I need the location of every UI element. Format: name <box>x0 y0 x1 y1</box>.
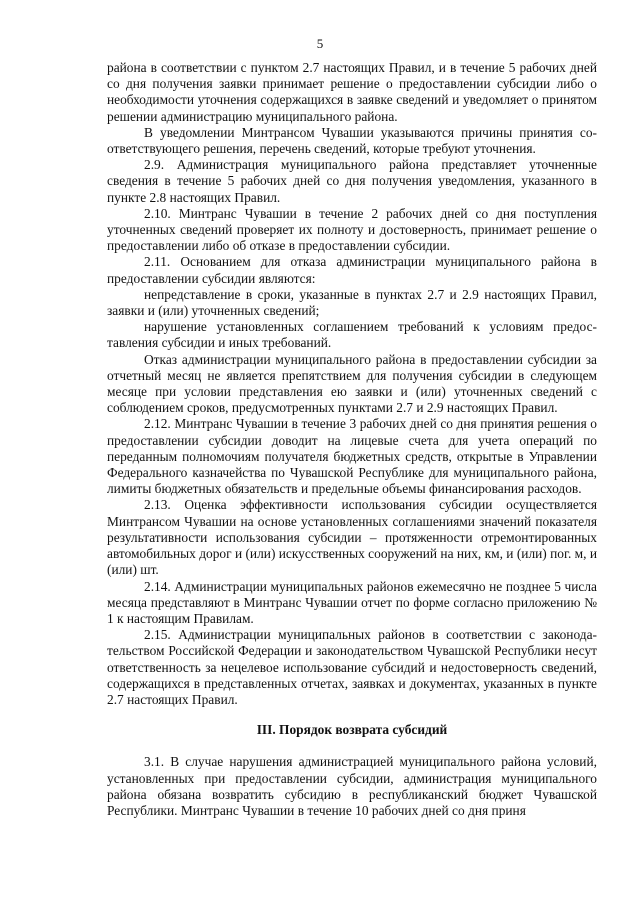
page-number: 5 <box>316 36 324 51</box>
paragraph-continuation: района в соответствии с пунктом 2.7 настоящих Правил, и в течение 5 рабочих дней со дня получения заявки принимает решение о предоставлении субсидии либо о необходимости уточнения содержащихся в заявке сведений и уведомляет о принятом решении администрацию муниципального района. <box>107 60 597 124</box>
paragraph-2-12: 2.12. Минтранс Чувашии в течение 3 рабочих дней со дня принятия решения о предоставлении субсидии доводит на лицевые счета для учета операций по переданным полномочиям получателя бюджетных средств, открытые в Управлении Федерального казначейства по Чувашской Республике для муниципального района, лимиты бюджетных обязательств и предельные объемы финансирования расходов. <box>107 416 597 497</box>
paragraph-2-10: 2.10. Минтранс Чувашии в течение 2 рабочих дней со дня поступления уточненных сведений проверяет их полноту и достоверность, принимает решение о предоставлении либо об отказе в предоставлении субсидии. <box>107 205 597 254</box>
paragraph-notification-reasons: В уведомлении Минтрансом Чувашии указываются причины принятия соответствующего решения, перечень сведений, которые требуют уточнения. <box>107 124 597 157</box>
paragraph-2-9: 2.9. Администрация муниципального района представляет уточненные сведения в течение 5 рабочих дней со дня получения уведомления, указанного в пункте 2.8 настоящих Правил. <box>107 157 597 205</box>
paragraph-2-11: 2.11. Основанием для отказа администрации муниципального района в предоставлении субсидии являются: <box>107 254 597 286</box>
section-heading: III. Порядок возврата субсидий <box>256 722 448 738</box>
paragraph-2-14: 2.14. Администрации муниципальных районов ежемесячно не позднее 5 числа месяца представляют в Минтранс Чувашии отчет по форме согласно приложению № 1 к настоящим Правилам. <box>107 578 597 626</box>
paragraph-2-11-item-2: нарушение установленных соглашением требований к условиям предоставления субсидии и иных требований. <box>107 319 597 351</box>
document-body <box>107 60 597 819</box>
paragraph-2-11-item-1: непредставление в сроки, указанные в пунктах 2.7 и 2.9 настоящих Правил, заявки и (или) уточненных сведений; <box>107 286 597 319</box>
paragraph-3-1: 3.1. В случае нарушения администрацией муниципального района условий, установленных при предоставлении субсидии, администрация муниципального района обязана возвратить субсидию в республиканский бюджет Чувашской Республики. Минтранс Чувашии в течение 10 рабочих дней со дня приня <box>107 754 597 818</box>
paragraph-2-13: 2.13. Оценка эффективности использования субсидии осуществляется Минтрансом Чувашии на основе установленных соглашениями значений показателя результативности использования субсидии – протяженности отремонтированных автомобильных дорог и (или) искусственных сооружений на них, км, и (или) пог. м, и (или) шт. <box>107 497 597 578</box>
paragraph-2-15: 2.15. Администрации муниципальных районов в соответствии с законодательством Российской Федерации и законодательством Чувашской Республики несут ответственность за нецелевое использование субсидий и недостоверность сведений, содержащихся в представленных отчетах, заявках и документах, указанных в пункте 2.7 настоящих Правил. <box>107 627 597 707</box>
paragraph-refusal-note: Отказ администрации муниципального района в предоставлении субсидии за отчетный месяц не является препятствием для получения субсидии в следующем месяце при условии представления ею заявки и (или) уточненных сведений с соблюдением сроков, предусмотренных пунктами 2.7 и 2.9 настоящих Правил. <box>107 351 597 416</box>
